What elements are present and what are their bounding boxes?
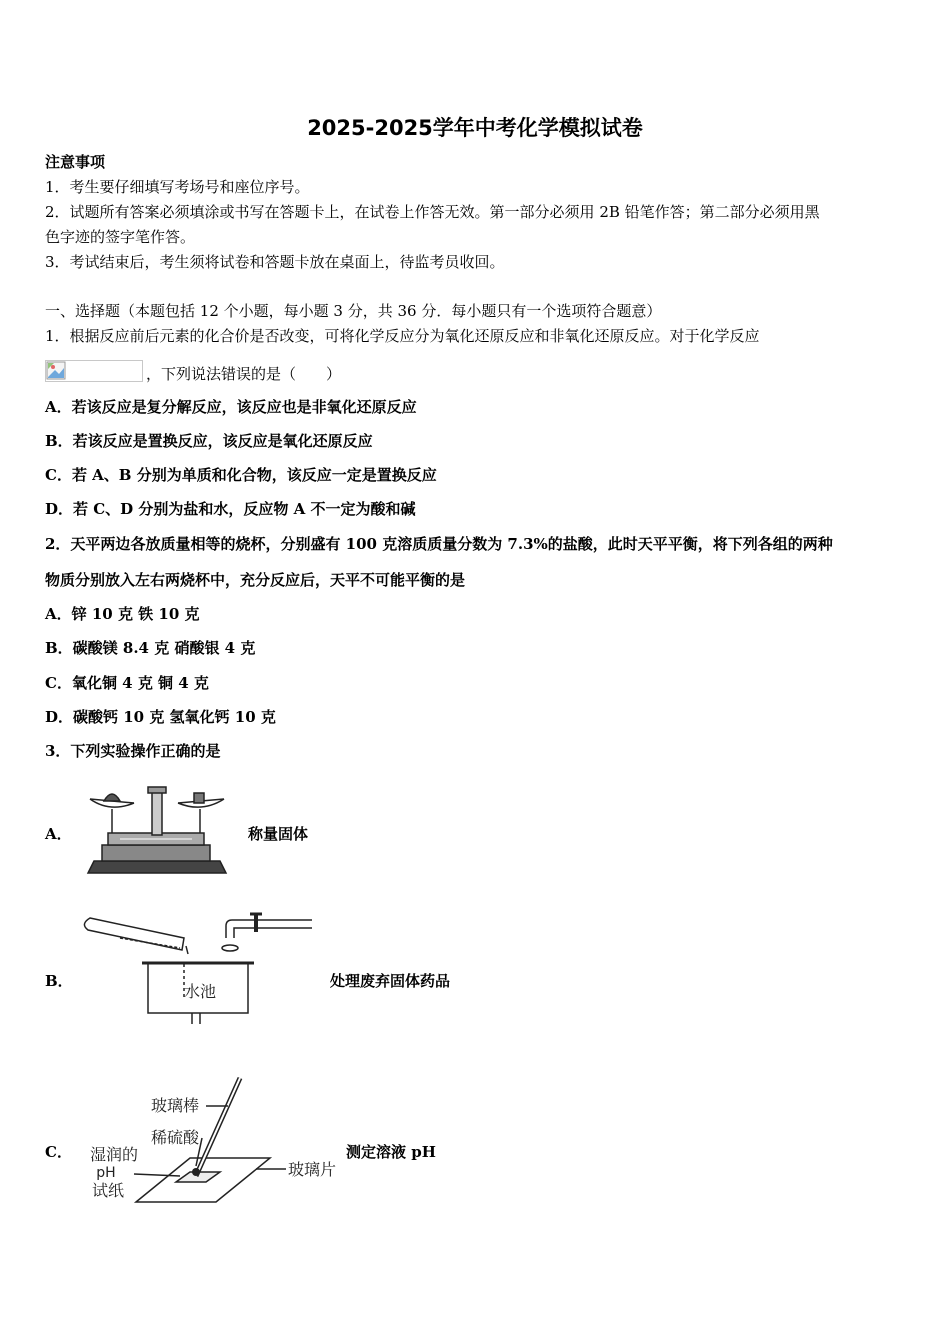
notice-heading: 注意事项 <box>45 153 106 171</box>
notice-item-1: 1．考生要仔细填写考场号和座位序号。 <box>45 178 310 196</box>
q3-option-a-caption: 称量固体 <box>248 825 309 843</box>
paper-label-2: pH <box>96 1165 116 1181</box>
q2-stem: 2．天平两边各放质量相等的烧杯，分别盛有 100 克溶质质量分数为 7.3%的盐酸，此时天平平衡，将下列各组的两种 <box>45 535 833 553</box>
q1-option-d: D．若 C、D 分别为盐和水，反应物 A 不一定为酸和碱 <box>45 500 416 518</box>
sink-illustration <box>76 908 316 1026</box>
q3-option-c-caption: 测定溶液 pH <box>346 1143 436 1161</box>
q2-option-b: B．碳酸镁 8.4 克 硝酸银 4 克 <box>45 639 256 657</box>
q2-option-c: C．氧化铜 4 克 铜 4 克 <box>45 674 209 692</box>
balance-illustration <box>80 783 232 878</box>
q2-option-a: A．锌 10 克 铁 10 克 <box>45 605 200 623</box>
glass-label: 玻璃片 <box>287 1160 337 1179</box>
notice-item-3: 3．考试结束后，考生须将试卷和答题卡放在桌面上，待监考员收回。 <box>45 253 505 271</box>
q3-stem: 3．下列实验操作正确的是 <box>45 742 221 760</box>
rod-label: 玻璃棒 <box>150 1096 200 1115</box>
notice-item-2-cont: 色字迹的签字笔作答。 <box>45 228 196 246</box>
q2-stem-cont: 物质分别放入左右两烧杯中，充分反应后，天平不可能平衡的是 <box>45 571 466 589</box>
q1-option-b: B．若该反应是置换反应，该反应是氧化还原反应 <box>45 432 373 450</box>
q1-option-c: C．若 A、B 分别为单质和化合物，该反应一定是置换反应 <box>45 466 437 484</box>
q3-option-c-letter: C． <box>45 1143 72 1161</box>
paper-label-1: 湿润的 <box>89 1145 139 1164</box>
q3-option-b-caption: 处理废弃固体药品 <box>330 972 451 990</box>
q2-option-d: D．碳酸钙 10 克 氢氧化钙 10 克 <box>45 708 276 726</box>
acid-label: 稀硫酸 <box>150 1128 200 1147</box>
q1-stem-cont: ，下列说法错误的是（ ） <box>146 365 342 383</box>
sink-label: 水池 <box>183 982 217 1001</box>
q1-stem: 1．根据反应前后元素的化合价是否改变，可将化学反应分为氧化还原反应和非氧化还原反应。对于化学反应 <box>45 327 760 345</box>
ph-test-illustration <box>80 1072 350 1210</box>
section-header: 一、选择题（本题包括 12 个小题，每小题 3 分，共 36 分．每小题只有一个选项符合题意） <box>45 302 662 320</box>
q1-option-a: A．若该反应是复分解反应，该反应也是非氧化还原反应 <box>45 398 417 416</box>
q3-option-a-letter: A． <box>45 825 72 843</box>
page-title: 2025-2025学年中考化学模拟试卷 <box>307 116 643 140</box>
notice-item-2: 2．试题所有答案必须填涂或书写在答题卡上，在试卷上作答无效。第一部分必须用 2B 铅笔作答；第二部分必须用黑 <box>45 203 820 221</box>
broken-image-icon <box>45 360 143 382</box>
paper-label-3: 试纸 <box>91 1181 125 1200</box>
q3-option-b-letter: B． <box>45 972 73 990</box>
